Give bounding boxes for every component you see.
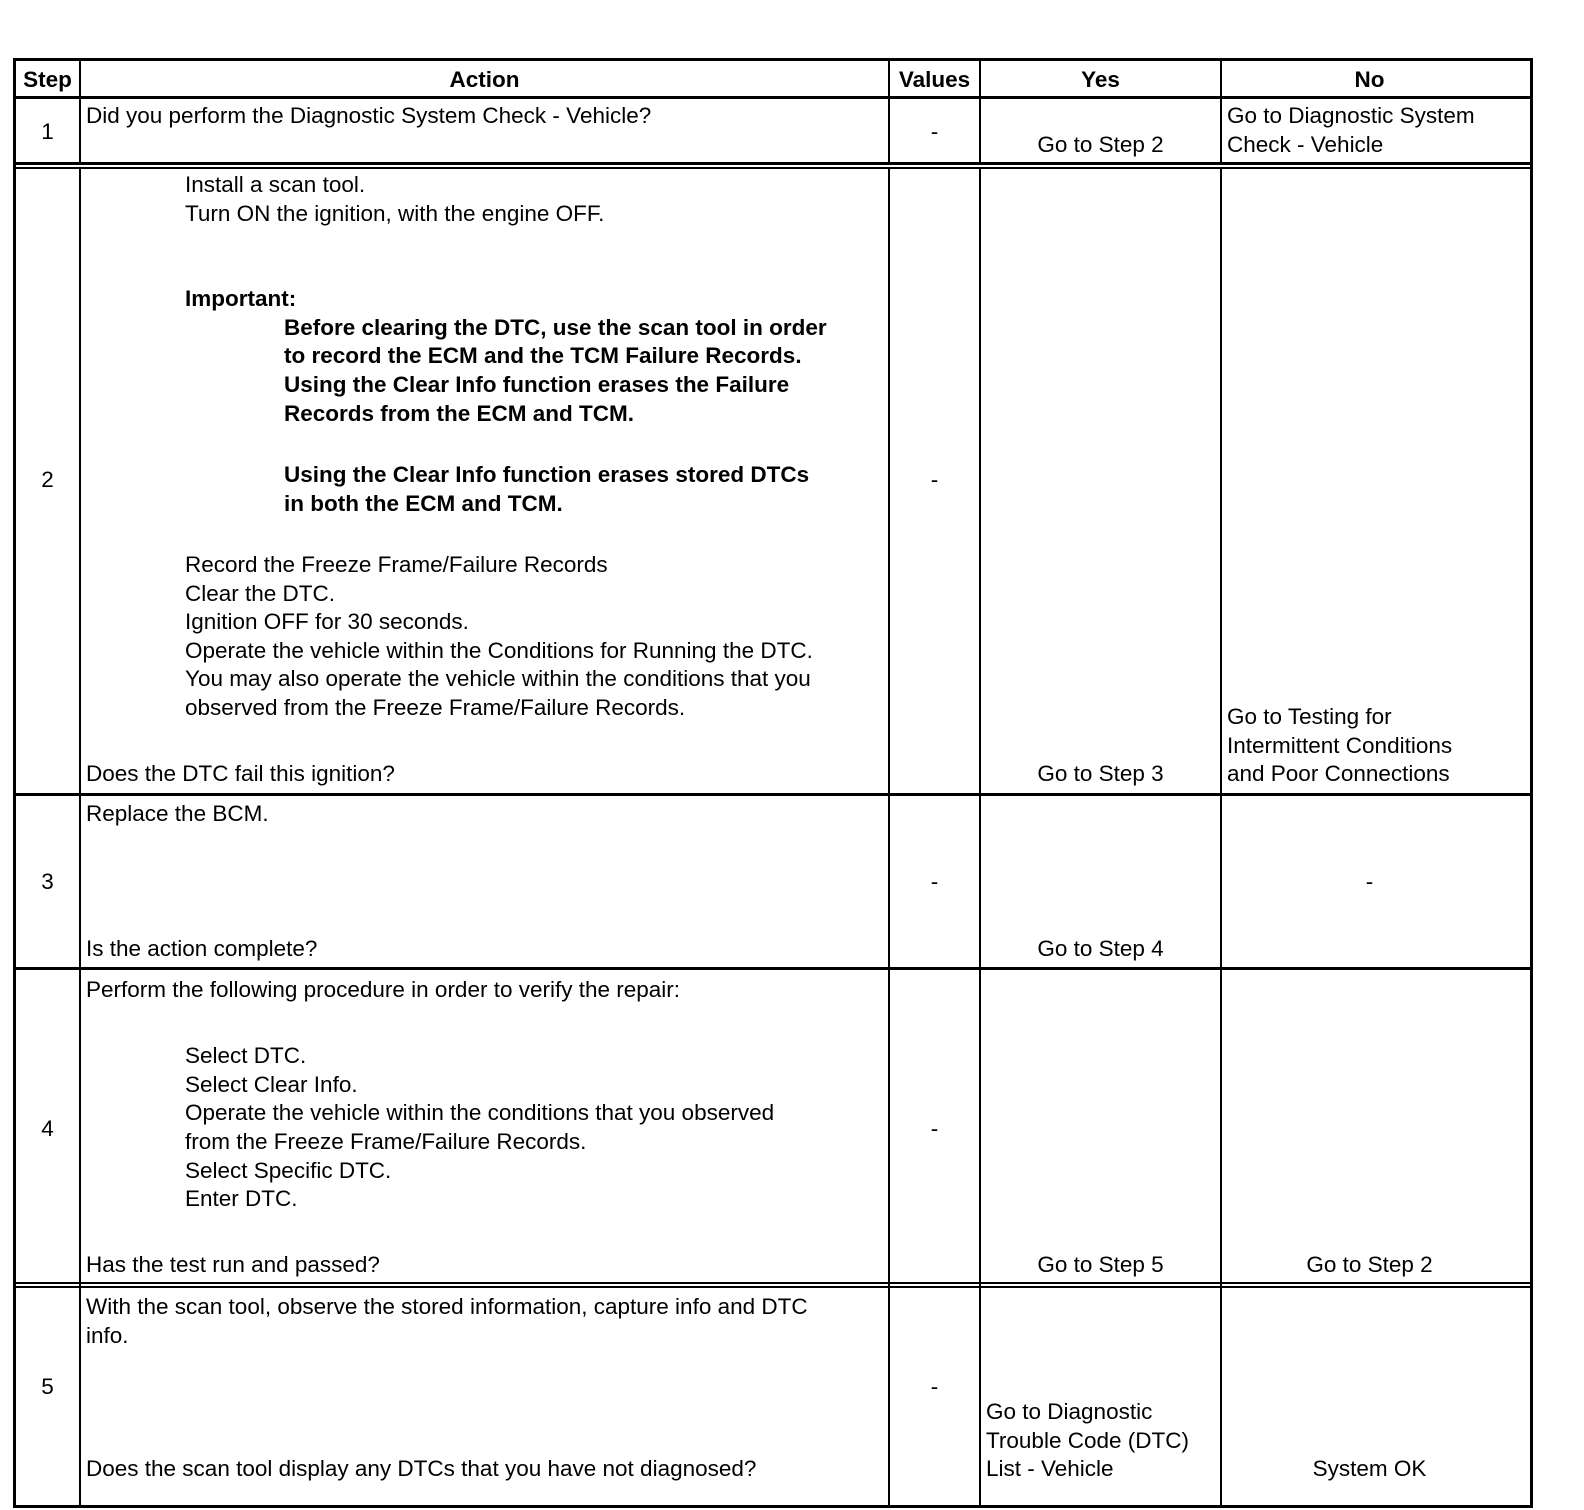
row-divider xyxy=(16,167,1530,169)
header-action: Action xyxy=(449,67,520,92)
important-text: Using the Clear Info function erases stored DTCs xyxy=(284,462,810,487)
important-text: in both the ECM and TCM. xyxy=(284,491,563,516)
row-divider xyxy=(16,793,1530,796)
action-text: Did you perform the Diagnostic System Check - Vehicle? xyxy=(86,103,652,128)
no-cell: Go to Testing for xyxy=(1227,704,1392,729)
column-divider xyxy=(1220,61,1222,1505)
action-step: Operate the vehicle within the Conditions for Running the DTC. xyxy=(185,638,813,663)
action-step: Install a scan tool. xyxy=(185,172,366,197)
no-cell: and Poor Connections xyxy=(1227,761,1450,786)
value-cell: - xyxy=(930,119,939,144)
action-step: Turn ON the ignition, with the engine OFF. xyxy=(185,201,605,226)
value-cell: - xyxy=(930,1374,939,1399)
important-text: to record the ECM and the TCM Failure Records. xyxy=(284,343,802,368)
header-yes: Yes xyxy=(1081,67,1120,92)
important-label: Important: xyxy=(185,286,297,311)
action-step: from the Freeze Frame/Failure Records. xyxy=(185,1129,587,1154)
yes-cell: Go to Step 3 xyxy=(1037,761,1164,786)
no-cell: Check - Vehicle xyxy=(1227,132,1384,157)
row-divider xyxy=(16,1282,1530,1284)
action-step: observed from the Freeze Frame/Failure Records. xyxy=(185,695,686,720)
step-number: 3 xyxy=(41,869,54,894)
step-number: 2 xyxy=(41,467,54,492)
header-values: Values xyxy=(898,67,971,92)
action-step: Select Clear Info. xyxy=(185,1072,358,1097)
no-cell: System OK xyxy=(1312,1456,1427,1481)
step-number: 1 xyxy=(41,119,54,144)
step-number: 4 xyxy=(41,1116,54,1141)
row-divider xyxy=(16,1286,1530,1288)
no-cell: Intermittent Conditions xyxy=(1227,733,1453,758)
yes-cell: Go to Step 4 xyxy=(1037,936,1164,961)
diagnostic-table xyxy=(13,58,1533,1508)
action-step: You may also operate the vehicle within the conditions that you xyxy=(185,666,811,691)
value-cell: - xyxy=(930,869,939,894)
no-cell: Go to Diagnostic System xyxy=(1227,103,1475,128)
column-divider xyxy=(888,61,890,1505)
question-text: Does the scan tool display any DTCs that you have not diagnosed? xyxy=(86,1456,757,1481)
important-text: Records from the ECM and TCM. xyxy=(284,401,635,426)
question-text: Does the DTC fail this ignition? xyxy=(86,761,395,786)
action-step: Enter DTC. xyxy=(185,1186,298,1211)
important-text: Using the Clear Info function erases the Failure xyxy=(284,372,790,397)
value-cell: - xyxy=(930,1116,939,1141)
action-step: Select Specific DTC. xyxy=(185,1158,392,1183)
yes-cell: Go to Step 2 xyxy=(1037,132,1164,157)
step-number: 5 xyxy=(41,1374,54,1399)
action-text: With the scan tool, observe the stored information, capture info and DTC xyxy=(86,1294,808,1319)
action-step: Operate the vehicle within the conditions that you observed xyxy=(185,1100,775,1125)
yes-cell: List - Vehicle xyxy=(986,1456,1114,1481)
action-text: Perform the following procedure in order to verify the repair: xyxy=(86,977,681,1002)
action-step: Select DTC. xyxy=(185,1043,307,1068)
action-step: Record the Freeze Frame/Failure Records xyxy=(185,552,608,577)
action-text: Replace the BCM. xyxy=(86,801,269,826)
no-cell: Go to Step 2 xyxy=(1306,1252,1433,1277)
yes-cell: Go to Diagnostic xyxy=(986,1399,1153,1424)
yes-cell: Trouble Code (DTC) xyxy=(986,1428,1189,1453)
value-cell: - xyxy=(930,467,939,492)
yes-cell: Go to Step 5 xyxy=(1037,1252,1164,1277)
row-divider xyxy=(16,967,1530,970)
header-no: No xyxy=(1354,67,1385,92)
column-divider xyxy=(79,61,81,1505)
action-text: info. xyxy=(86,1323,129,1348)
important-text: Before clearing the DTC, use the scan tool in order xyxy=(284,315,827,340)
question-text: Is the action complete? xyxy=(86,936,318,961)
question-text: Has the test run and passed? xyxy=(86,1252,380,1277)
action-step: Ignition OFF for 30 seconds. xyxy=(185,609,469,634)
action-step: Clear the DTC. xyxy=(185,581,336,606)
no-cell: - xyxy=(1365,869,1374,894)
header-step: Step xyxy=(23,67,72,92)
